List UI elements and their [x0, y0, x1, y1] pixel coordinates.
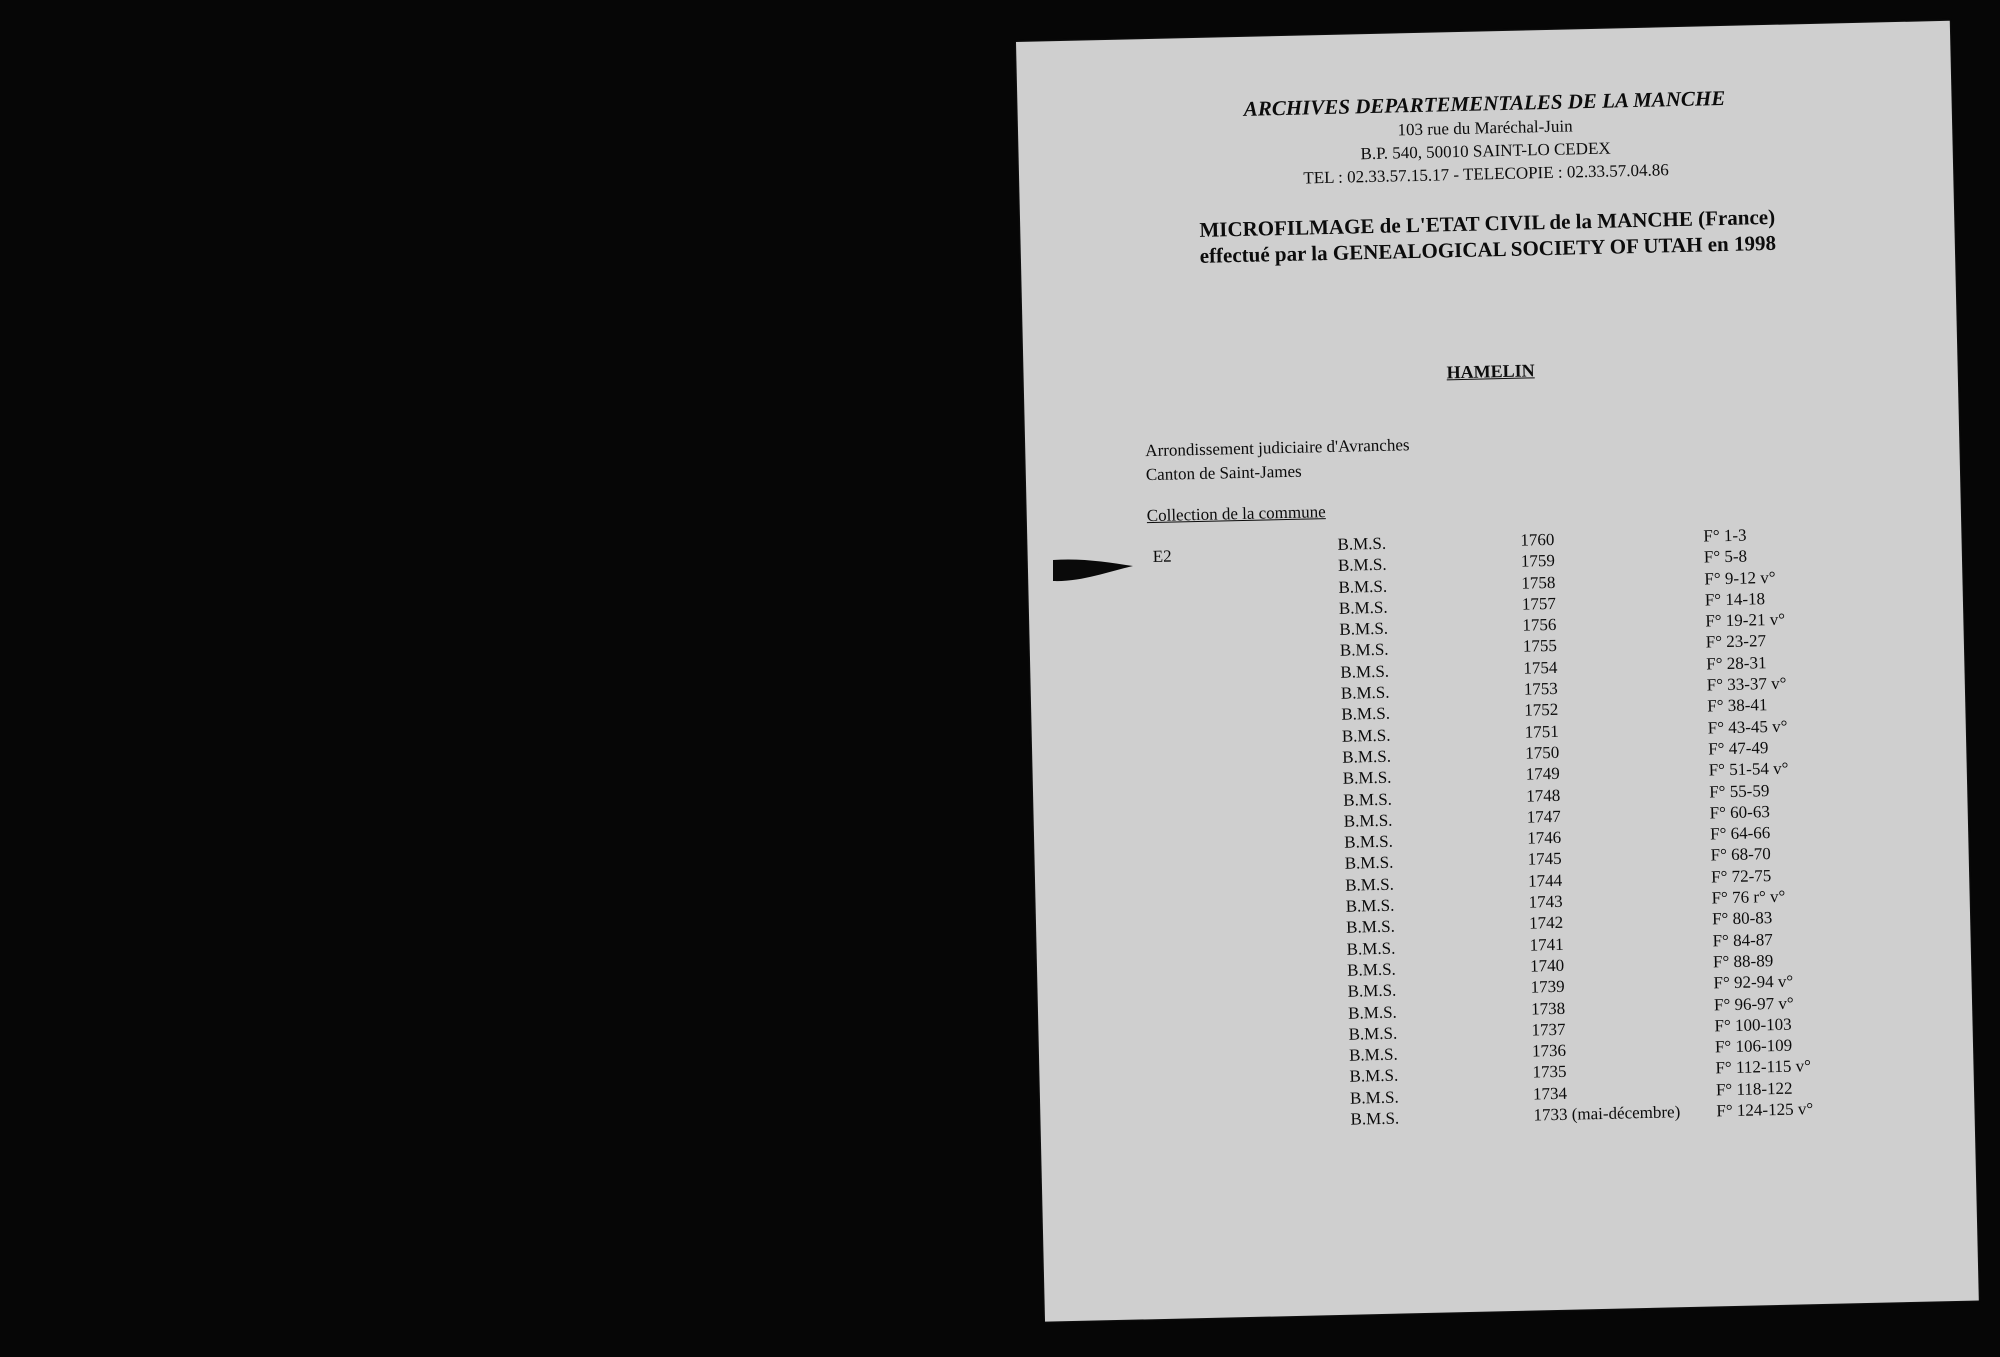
record-folio: F° 1-3 — [1703, 525, 1747, 546]
record-folio: F° 106-109 — [1714, 1035, 1793, 1057]
record-year: 1760 — [1520, 529, 1555, 550]
record-folio: F° 51-54 v° — [1708, 758, 1789, 780]
record-type: B.M.S. — [1345, 916, 1396, 938]
title-line-2: effectué par la GENEALOGICAL SOCIETY OF UTAH en 1998 — [1199, 230, 1777, 268]
pointer-arrow-icon — [1033, 548, 1135, 592]
address-postal: B.P. 540, 50010 SAINT-LO CEDEX — [1360, 138, 1611, 164]
phone-fax-line: TEL : 02.33.57.15.17 - TELECOPIE : 02.33.57.04.86 — [1303, 160, 1670, 188]
record-folio: F° 14-18 — [1704, 589, 1766, 610]
record-year: 1757 — [1521, 593, 1557, 614]
record-type: B.M.S. — [1349, 1066, 1399, 1087]
record-folio: F° 72-75 — [1710, 865, 1772, 887]
record-year: 1736 — [1531, 1040, 1567, 1061]
record-year: 1746 — [1526, 827, 1562, 848]
record-type: B.M.S. — [1347, 980, 1397, 1001]
record-folio: F° 5-8 — [1703, 546, 1748, 567]
record-folio: F° 84-87 — [1712, 929, 1773, 951]
record-type: B.M.S. — [1349, 1087, 1399, 1108]
arrondissement-line: Arrondissement judiciaire d'Avranches — [1145, 435, 1410, 461]
record-folio: F° 43-45 v° — [1707, 716, 1788, 738]
record-folio: F° 28-31 — [1706, 652, 1767, 674]
record-folio: F° 80-83 — [1711, 908, 1773, 929]
record-type: B.M.S. — [1350, 1108, 1400, 1129]
record-folio: F° 55-59 — [1708, 780, 1770, 802]
record-year: 1739 — [1530, 977, 1565, 997]
record-type: B.M.S. — [1346, 959, 1397, 980]
record-folio: F° 64-66 — [1709, 823, 1771, 844]
record-type: B.M.S. — [1345, 895, 1395, 916]
address-street: 103 rue du Maréchal-Juin — [1397, 116, 1573, 140]
record-year: 1752 — [1524, 700, 1559, 721]
record-type: B.M.S. — [1339, 640, 1389, 661]
record-year: 1754 — [1523, 657, 1558, 678]
record-folio: F° 68-70 — [1710, 844, 1772, 865]
record-year: 1740 — [1529, 955, 1565, 976]
canton-line: Canton de Saint-James — [1145, 461, 1302, 485]
record-year: 1747 — [1526, 806, 1561, 827]
record-type: B.M.S. — [1339, 618, 1389, 639]
record-folio: F° 23-27 — [1705, 631, 1767, 652]
archives-name: ARCHIVES DEPARTEMENTALES DE LA MANCHE — [1243, 85, 1726, 121]
record-type: B.M.S. — [1342, 746, 1392, 767]
record-folio: F° 112-115 v° — [1715, 1056, 1812, 1078]
record-type: B.M.S. — [1337, 533, 1387, 554]
record-type: B.M.S. — [1348, 1044, 1398, 1065]
record-year: 1758 — [1521, 572, 1556, 593]
record-type: B.M.S. — [1344, 853, 1394, 874]
document-page — [1016, 21, 1979, 1322]
record-folio: F° 33-37 v° — [1706, 673, 1787, 695]
record-type: B.M.S. — [1343, 810, 1393, 831]
record-folio: F° 19-21 v° — [1705, 609, 1786, 631]
record-folio: F° 100-103 — [1714, 1014, 1792, 1036]
record-folio: F° 92-94 v° — [1713, 971, 1794, 993]
record-year: 1756 — [1522, 615, 1557, 635]
record-folio: F° 124-125 v° — [1716, 1099, 1814, 1121]
record-type: B.M.S. — [1340, 682, 1390, 703]
record-year: 1755 — [1522, 636, 1558, 657]
record-year: 1751 — [1524, 721, 1559, 742]
record-type: B.M.S. — [1347, 1002, 1397, 1023]
commune-name: HAMELIN — [1446, 360, 1535, 383]
record-year: 1750 — [1525, 742, 1560, 763]
record-year: 1735 — [1532, 1062, 1567, 1082]
record-year: 1742 — [1528, 913, 1564, 933]
record-year: 1759 — [1520, 551, 1556, 571]
collection-heading: Collection de la commune — [1146, 502, 1326, 526]
record-type: B.M.S. — [1342, 767, 1392, 789]
record-folio: F° 47-49 — [1708, 738, 1769, 759]
record-type: B.M.S. — [1340, 661, 1390, 682]
record-type: B.M.S. — [1346, 938, 1396, 959]
record-year: 1743 — [1528, 891, 1563, 912]
record-cote: E2 — [1152, 546, 1172, 567]
record-type: B.M.S. — [1343, 789, 1393, 810]
record-year: 1733 (mai-décembre) — [1533, 1102, 1681, 1125]
record-year: 1734 — [1532, 1083, 1568, 1104]
record-type: B.M.S. — [1348, 1023, 1398, 1044]
record-folio: F° 118-122 — [1715, 1078, 1793, 1100]
record-type: B.M.S. — [1338, 597, 1388, 618]
record-year: 1744 — [1527, 870, 1563, 891]
record-folio: F° 38-41 — [1707, 695, 1768, 716]
record-year: 1741 — [1529, 934, 1564, 955]
record-year: 1753 — [1523, 678, 1559, 699]
record-year: 1748 — [1526, 785, 1561, 806]
record-type: B.M.S. — [1337, 555, 1387, 576]
title-line-1: MICROFILMAGE de L'ETAT CIVIL de la MANCHE (France) — [1199, 204, 1776, 242]
record-type: B.M.S. — [1341, 725, 1391, 746]
record-year: 1749 — [1525, 764, 1560, 784]
record-year: 1737 — [1531, 1019, 1566, 1040]
record-folio: F° 88-89 — [1712, 950, 1774, 972]
record-folio: F° 9-12 v° — [1704, 567, 1776, 589]
record-year: 1745 — [1527, 849, 1562, 870]
record-folio: F° 76 r° v° — [1711, 886, 1786, 908]
record-year: 1738 — [1530, 998, 1566, 1019]
records-list — [1337, 521, 1950, 1131]
record-type: B.M.S. — [1338, 576, 1388, 597]
record-type: B.M.S. — [1344, 874, 1395, 895]
record-folio: F° 60-63 — [1709, 801, 1771, 823]
record-folio: F° 96-97 v° — [1713, 993, 1794, 1014]
record-type: B.M.S. — [1344, 831, 1394, 852]
record-type: B.M.S. — [1341, 704, 1391, 725]
